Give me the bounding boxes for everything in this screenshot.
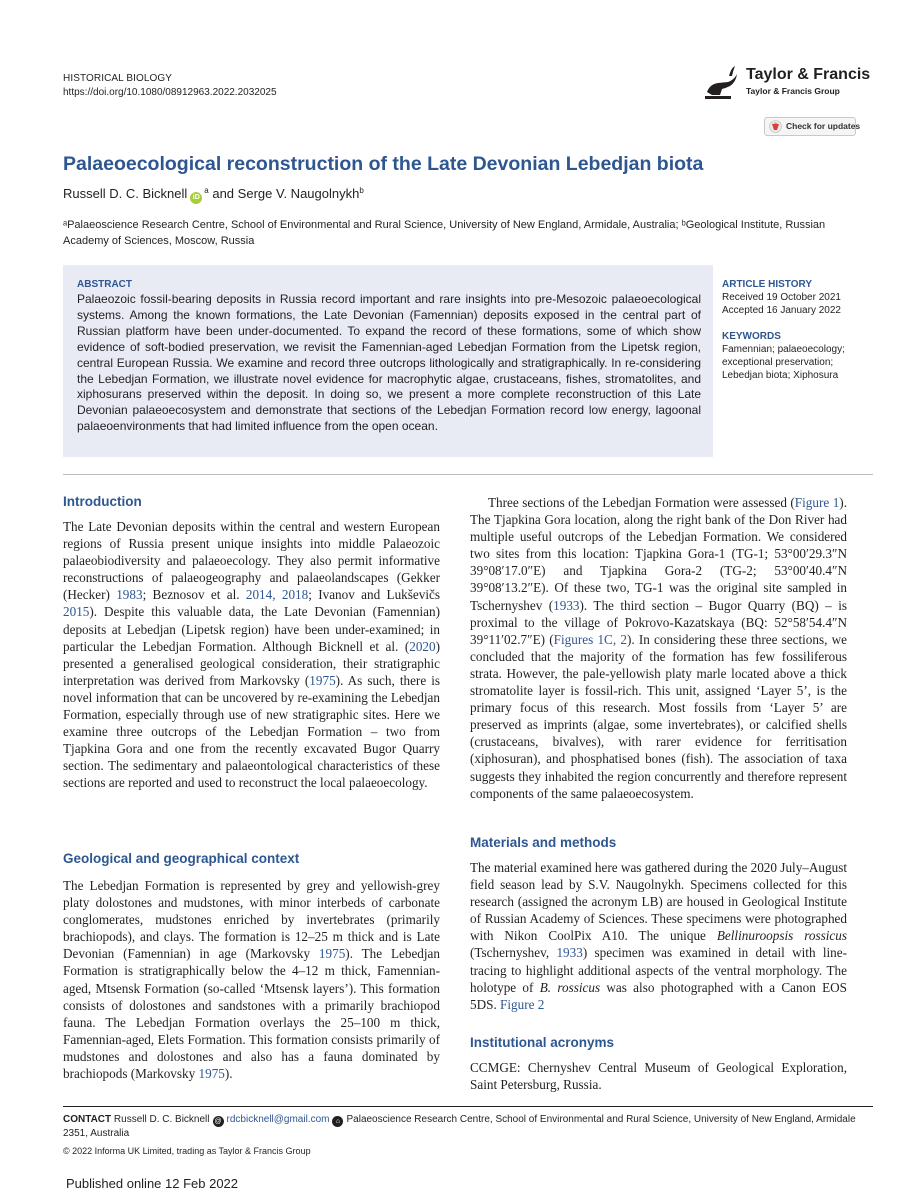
abstract-heading: ABSTRACT [77, 279, 132, 290]
geo-context-text: The Lebedjan Formation is represented by grey and yellowish-grey platy dolostones and mudstones, with minor interbeds of carbonate conglomerates, mudstones enriched by invertebrates (primarily brachiopods), and clays. The formation is 12–25 m thick and is Late Devonian (Famennian) in age (Markovsky 1975). The Lebedjan Formation is stratigraphically below the 4–12 m thick, Famennian-aged, Mtsensk Formation (so-called ‘Mtsensk layers’). This formation consists of dolostones and sandstones with a primarily brachiopod fauna. The Lebedjan Formation overlays the 25–100 m thick, Famennian-aged, Elets Formation. This formation consists primarily of mudstones and dolostones and also has a fauna dominated by brachiopods (Markovsky 1975). [63, 878, 441, 1082]
keywords-heading: KEYWORDS [722, 331, 781, 342]
affiliations: ᵃPalaeoscience Research Centre, School of Environmental and Rural Science, University of New England, Armidale, Australia; ᵇGeological Institute, Russian Academy of Sciences, Moscow, Russia [63, 219, 826, 247]
author-1-affiliation: a [204, 186, 209, 195]
abstract-text: Palaeozoic fossil-bearing deposits in Russia record important and rare insights into pre-Mesozoic palaeoecological systems. Among the known formations, the Late Devonian (Famennian) deposits exposed in the central part of Russian platform have been under-documented. To expand the record of these formations, some of which show evidence of soft-bodied preservation, we revisit the Famennian-aged Lebedjan Formation from the Lipetsk region, central European Russia. We examine and record three outcrops lithologically and stratigraphically. In re-considering the Lebedjan Formation, we illustrate novel evidence for macrophytic algae, crustaceans, fishes, stromatolites, and xiphosurans preserved within the deposit. In doing so, we present a more complete reconstruction of this Late Devonian palaeoecosystem and demonstrate that sections of the Lebedjan Formation record low energy, lagoonal palaeoenvironments that had limited influence from the open ocean. [77, 292, 701, 434]
methods-text: The material examined here was gathered during the 2020 July–August field season lead by S.V. Naugolnykh. Specimens collected for this research (assigned the acronym LB) are housed in Geological Institute of Russian Academy of Sciences. These specimens were photographed with Nikon CoolPix A10. The unique Bellinuroopsis rossicus (Tschernyshev, 1933) specimen was examined in detail with line-tracing to highlight additional aspects of the ventral morphology. The holotype of B. rossicus was also photographed with a Canon EOS 5DS. Figure 2 [470, 860, 848, 1012]
author-2-affiliation: b [359, 186, 364, 195]
keywords [722, 330, 872, 382]
figure-link[interactable]: Figures 1C, 2 [553, 631, 627, 647]
author-1[interactable]: Russell D. C. Bicknell [63, 186, 188, 201]
citation-link[interactable]: 1975 [309, 672, 336, 688]
contact-info [63, 1113, 873, 1141]
copyright: © 2022 Informa UK Limited, trading as Taylor & Francis Group [63, 1146, 311, 1156]
methods-heading: Materials and methods [470, 835, 617, 850]
citation-link[interactable]: 1933 [556, 945, 583, 961]
check-for-updates-label: Check for updates [786, 121, 861, 131]
author-conjunction: and [212, 186, 235, 201]
citation-link[interactable]: 2020 [409, 638, 436, 654]
email-icon: @ [214, 1118, 222, 1125]
publisher-name: Taylor & Francis [746, 66, 871, 83]
crossmark-icon [769, 120, 782, 133]
introduction-text: The Late Devonian deposits within the central and western European regions of Russia present unique insights into middle Palaeozoic palaeobiodiversity and palaeoecology. They also permit informative reconstructions of palaeogeography and palaeolandscapes (Gekker (Hecker) 1983; Beznosov et al. 2014, 2018; Ivanov and Lukševičs 2015). Despite this valuable data, the Late Devonian (Famennian) deposits at Lebedjan (Lipetsk region) have been under-examined; in particular the Lebedjan Formation. Although Bicknell et al. (2020) presented a generalised geological consideration, their stratigraphic interpretation was derived from Markovsky (1975). As such, there is novel information that can be uncovered by re-examining the Lebedjan Formation, especially through use of new stratigraphic sites. Here we examine three outcrops of the Lebedjan Formation – two from Tjapkina Gora and one from the recently excavated Bugor Quarry section. The sedimentary and palaeontological characteristics of these sections are reported and used to reconstruct the local palaeoecology. [63, 519, 440, 791]
contact-email[interactable]: rdcbicknell@gmail.com [226, 1114, 330, 1125]
geo-context-heading: Geological and geographical context [63, 851, 300, 866]
citation-link[interactable]: 2015 [63, 604, 90, 620]
published-date: Published online 12 Feb 2022 [66, 1176, 239, 1191]
doi-link[interactable]: https://doi.org/10.1080/08912963.2022.2032025 [63, 87, 277, 98]
history-heading: ARTICLE HISTORY [722, 279, 813, 290]
contact-label: CONTACT [63, 1114, 112, 1125]
article-history [722, 278, 872, 317]
journal-name: HISTORICAL BIOLOGY [63, 73, 173, 84]
acronyms-heading: Institutional acronyms [470, 1035, 615, 1050]
author-list [63, 186, 364, 204]
footer-divider [63, 1106, 873, 1107]
received-date: Received 19 October 2021 [722, 292, 841, 303]
divider [63, 474, 873, 475]
publisher-group: Taylor & Francis Group [746, 86, 840, 96]
publisher-logo[interactable] [702, 62, 872, 106]
author-2[interactable]: Serge V. Naugolnykh [237, 186, 360, 201]
citation-link[interactable]: 1983 [116, 587, 143, 603]
sections-text: Three sections of the Lebedjan Formation were assessed (Figure 1). The Tjapkina Gora location, along the right bank of the Don River had multiple useful outcrops of the Lebedjan Formation. We considered two sites from this location: Tjapkina Gora-1 (TG-1; 53°00′29.3″N 39°08′17.0″E) and Tjapkina Gora-2 (TG-2; 53°00′40.4″N 39°08′13.2″E). Of these two, TG-1 was the original site sampled in Tschernyshev (1933). The third section – Bugor Quarry (BQ) – is proximal to the village of Pokrovo-Kazatskaya (BQ: 52°58′54.4″N 39°11′02.7″E) (Figures 1C, 2). In considering these three sections, we concluded that the majority of the formation has few fossiliferous strata. However, the pale-yellowish platy marle located above a thick stromatolite layer is fossil-rich. This unit, assigned ‘Layer 5’, is the primary focus of this research. Most fossils from ‘Layer 5’ are preserved as imprints (algae, some invertebrates), or calcified shells (crustaceans, bivalves), with rarer evidence for ferritisation (xiphosuran), and phosphatised bones (fish). The association of taxa suggests they inhabited the region concurrently and therefore represent components of the same palaeoecosystem. [470, 495, 848, 801]
article-title: Palaeoecological reconstruction of the Late Devonian Lebedjan biota [63, 153, 704, 175]
address-icon: ⌂ [332, 1116, 343, 1127]
citation-link[interactable]: 1975 [318, 946, 346, 962]
introduction-heading: Introduction [63, 494, 142, 509]
contact-address: Palaeoscience Research Centre, School of Environmental and Rural Science, University of New England, Armidale 2351, Australia [63, 1114, 856, 1139]
abstract-box [63, 265, 713, 457]
figure-link[interactable]: Figure 2 [500, 996, 545, 1012]
citation-link[interactable]: 1975 [198, 1066, 225, 1082]
citation-link[interactable]: 2014, 2018 [245, 587, 309, 603]
check-for-updates-button[interactable] [764, 117, 861, 136]
figure-link[interactable]: Figure 1 [794, 495, 840, 510]
acronyms-text: CCMGE: Chernyshev Central Museum of Geological Exploration, Saint Petersburg, Russia. [470, 1060, 847, 1093]
citation-link[interactable]: 1933 [553, 597, 580, 613]
lamp-icon [702, 62, 740, 102]
keywords-text: Famennian; palaeoecology; exceptional preservation; Lebedjan biota; Xiphosura [722, 344, 845, 381]
orcid-icon[interactable]: iD [190, 192, 202, 204]
contact-name: Russell D. C. Bicknell [113, 1114, 210, 1125]
accepted-date: Accepted 16 January 2022 [722, 305, 841, 316]
